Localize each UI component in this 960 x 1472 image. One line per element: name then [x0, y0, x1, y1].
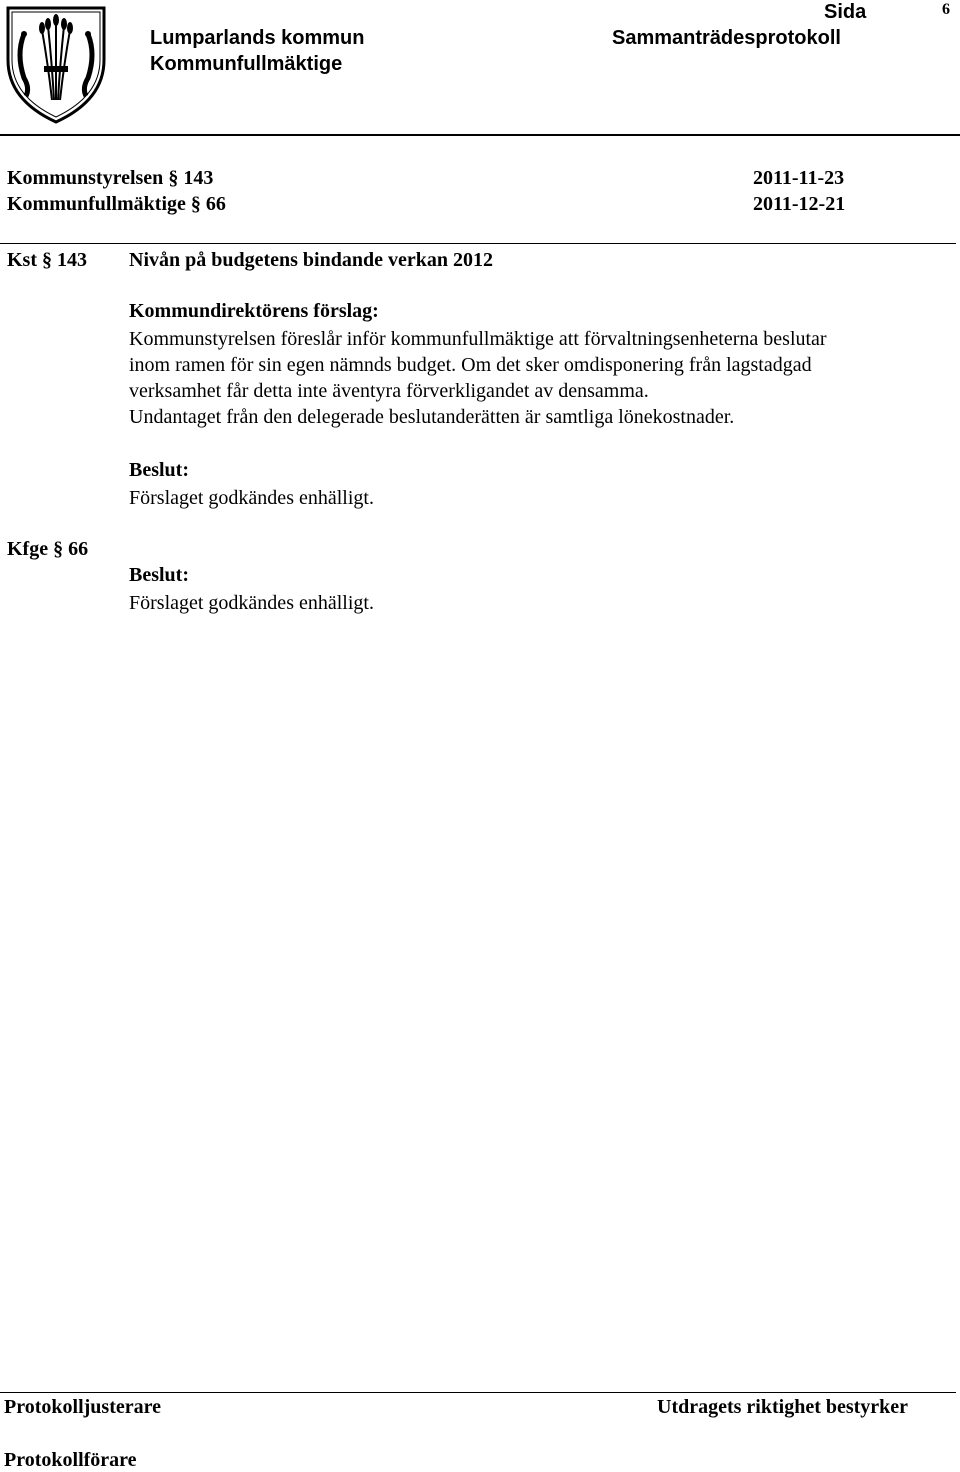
proposal-line: Undantaget från den delegerade beslutanderätten är samtliga lönekostnader. [129, 406, 735, 428]
kfge-ref: Kfge § 66 [7, 538, 89, 560]
page-label: Sida [824, 1, 867, 23]
protocol-adjusters-label: Protokolljusterare [4, 1396, 162, 1418]
section-sign: § [190, 193, 201, 215]
footer-rule [0, 1392, 956, 1393]
proposal-line: Kommunstyrelsen föreslår inför kommunfullmäktige att förvaltningsenheterna beslutar [129, 328, 827, 350]
section-sign: § [53, 538, 64, 560]
certification-label: Utdragets riktighet bestyrker [657, 1396, 909, 1418]
proposal-heading: Kommundirektörens förslag: [129, 300, 379, 322]
protocol-keeper-label: Protokollförare [4, 1449, 137, 1471]
proposal-line: inom ramen för sin egen nämnds budget. Om det sker omdisponering från lagstadgad [129, 354, 812, 376]
section-sign: § [42, 249, 52, 271]
decision-heading: Beslut: [129, 459, 189, 481]
section-rule [0, 243, 956, 244]
section-sign: § [168, 167, 179, 189]
decision-text: Förslaget godkändes enhälligt. [129, 487, 374, 509]
proposal-line: verksamhet får detta inte äventyra förverkligandet av densamma. [129, 380, 649, 402]
page-number: 6 [942, 1, 950, 18]
kfge-decision-heading: Beslut: [129, 564, 189, 586]
kfge-decision-text: Förslaget godkändes enhälligt. [129, 592, 374, 614]
meeting-date-kst: 2011-11-23 [753, 167, 845, 189]
header-rule [0, 134, 960, 136]
meeting-ref-kfge: Kommunfullmäktige § 66 [7, 193, 226, 215]
coat-of-arms-icon [2, 4, 110, 126]
document-type: Sammanträdesprotokoll [612, 27, 841, 49]
meeting-ref-kst: Kommunstyrelsen § 143 [7, 167, 214, 189]
meeting-date-kfge: 2011-12-21 [753, 193, 846, 215]
item-title: Nivån på budgetens bindande verkan 2012 [129, 249, 493, 271]
council-name: Kommunfullmäktige [150, 53, 343, 75]
item-ref: Kst § 143 [7, 249, 87, 271]
municipality-name: Lumparlands kommun [150, 27, 365, 49]
